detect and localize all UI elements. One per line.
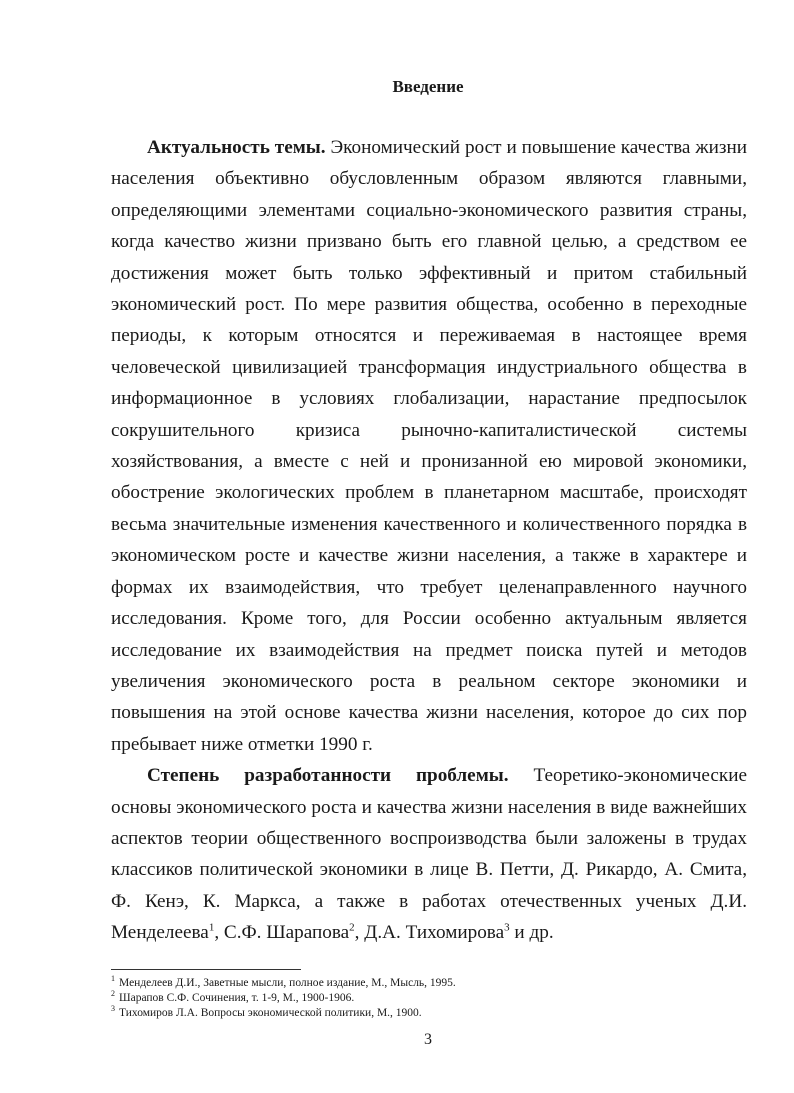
author-name: С.Ф. Шарапова xyxy=(223,922,350,944)
body-text xyxy=(111,132,747,949)
paragraph-development xyxy=(111,760,747,948)
page-number: 3 xyxy=(424,1031,432,1048)
relevance-heading: Актуальность темы. xyxy=(147,137,326,158)
footnote-item xyxy=(111,991,751,1006)
footnotes xyxy=(111,976,751,1021)
footnote-text: Тихомиров Л.А. Вопросы экономической политики, М., 1900. xyxy=(119,1007,422,1019)
footnote-text: Менделеев Д.И., Заветные мысли, полное издание, М., Мысль, 1995. xyxy=(119,977,456,989)
author-name: Д.А. Тихомирова xyxy=(364,922,505,944)
footnote-item xyxy=(111,1006,751,1021)
development-tail: и др. xyxy=(514,922,554,944)
footnote-divider xyxy=(111,969,301,970)
footnote-text: Шарапов С.Ф. Сочинения, т. 1-9, М., 1900-1906. xyxy=(119,992,355,1004)
separator: , xyxy=(214,922,220,944)
development-heading: Степень разработанности проблемы. xyxy=(147,765,509,787)
footnote-ref-1[interactable]: 1 xyxy=(208,921,215,934)
footnote-number: 3 xyxy=(111,1004,115,1014)
page-title: Введение xyxy=(392,77,464,96)
development-text: Теоретико-экономические основы экономического роста и качества жизни населения в виде важнейших аспектов теории общественного воспроизводства были заложены в трудах классиков политической экономики в лице В. Петти, Д. Рикардо, А. Смита, Ф. Кенэ, К. Маркса, а также в работах отечественных ученых Д.И. Менделеева xyxy=(111,765,748,944)
footnote-number: 1 xyxy=(111,974,115,984)
relevance-text: Экономический рост и повышение качества жизни населения объективно обусловленным образом являются главными, определяющими элементами социально-экономического развития страны, когда качество жизни призвано быть его главной целью, а средством ее достижения может быть только эффективный и притом стабильный экономический рост. По мере развития общества, особенно в переходные периоды, к которым относятся и переживаемая в настоящее время человеческой цивилизацией трансформация индустриального общества в информационное в условиях глобализации, нарастание предпосылок сокрушительного кризиса рыночно-капиталистической системы хозяйствования, а вместе с ней и пронизанной ею мировой экономики, обострение экологических проблем в планетарном масштабе, происходят весьма значительные изменения качественного и количественного порядка в экономическом росте и качестве жизни населения, а также в характере и формах их взаимодействия, что требует целенаправленного научного исследования. Кроме того, для России особенно актуальным является исследование их взаимодействия на предмет поиска путей и методов увеличения экономического роста в реальном секторе экономики и повышения на этой основе качества жизни населения, которое до сих пор пребывает ниже отметки 1990 г. xyxy=(111,137,747,755)
paragraph-relevance xyxy=(111,132,747,760)
footnote-ref-2[interactable]: 2 xyxy=(349,921,355,934)
footnote-number: 2 xyxy=(111,989,115,999)
footnote-item xyxy=(111,976,751,991)
separator: , xyxy=(354,922,360,944)
footnote-ref-3[interactable]: 3 xyxy=(504,921,510,934)
